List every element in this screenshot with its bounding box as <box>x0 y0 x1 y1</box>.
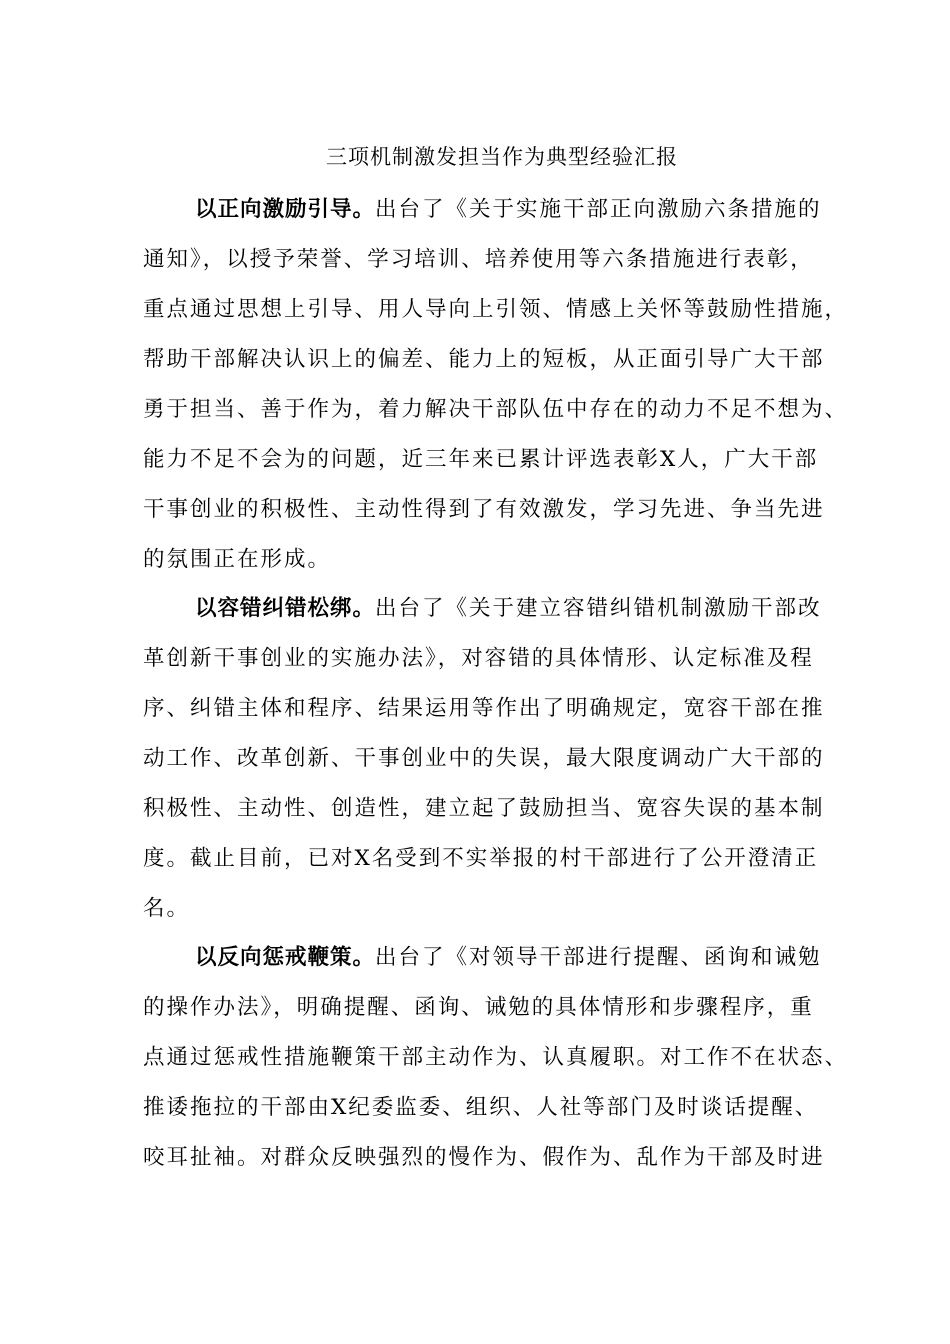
paragraph-lead: 以反向惩戒鞭策。 <box>195 945 376 970</box>
document-title: 三项机制激发担当作为典型经验汇报 <box>326 145 678 169</box>
paragraph-line <box>143 584 833 634</box>
paragraph-line <box>143 185 833 235</box>
paragraph-line: 勇于担当、善于作为，着力解决干部队伍中存在的动力不足不想为、 <box>143 397 849 422</box>
paragraph-line: 序、纠错主体和程序、结果运用等作出了明确规定，宽容干部在推 <box>143 696 825 721</box>
paragraph-line: 通知》，以授予荣誉、学习培训、培养使用等六条措施进行表彰， <box>143 247 814 272</box>
paragraph-line: 重点通过思想上引导、用人导向上引领、情感上关怀等鼓励性措施， <box>143 297 849 322</box>
paragraph-text: 出台了《关于建立容错纠错机制激励干部改 <box>375 596 822 621</box>
paragraph-line: 积极性、主动性、创造性，建立起了鼓励担当、宽容失误的基本制 <box>143 796 825 821</box>
paragraph-line: 咬耳扯袖。对群众反映强烈的慢作为、假作为、乱作为干部及时进 <box>143 1145 825 1170</box>
paragraph-line <box>143 933 833 983</box>
paragraph-negative-discipline <box>143 933 849 1183</box>
paragraph-line: 的操作办法》，明确提醒、函询、诫勉的具体情形和步骤程序，重 <box>143 995 814 1020</box>
paragraph-line: 动工作、改革创新、干事创业中的失误，最大限度调动广大干部的 <box>143 746 825 771</box>
paragraph-fault-tolerance <box>143 584 833 934</box>
paragraph-line: 帮助干部解决认识上的偏差、能力上的短板，从正面引导广大干部 <box>143 347 825 372</box>
paragraph-line: 点通过惩戒性措施鞭策干部主动作为、认真履职。对工作不在状态、 <box>143 1045 849 1070</box>
paragraph-line: 革创新干事创业的实施办法》，对容错的具体情形、认定标准及程 <box>143 646 814 671</box>
paragraph-line: 干事创业的积极性、主动性得到了有效激发，学习先进、争当先进 <box>143 497 825 522</box>
paragraph-lead: 以容错纠错松绑。 <box>195 596 376 621</box>
paragraph-line: 度。截止目前，已对X名受到不实举报的村干部进行了公开澄清正 <box>143 846 819 871</box>
paragraph-lead: 以正向激励引导。 <box>195 197 376 222</box>
paragraph-text: 出台了《关于实施干部正向激励六条措施的 <box>375 197 822 222</box>
paragraph-line: 推诿拖拉的干部由X纪委监委、组织、人社等部门及时谈话提醒、 <box>143 1095 819 1120</box>
paragraph-line: 能力不足不会为的问题，近三年来已累计评选表彰X人，广大干部 <box>143 447 819 472</box>
paragraph-line: 名。 <box>143 896 191 921</box>
paragraph-line: 的氛围正在形成。 <box>143 547 332 572</box>
paragraph-text: 出台了《对领导干部进行提醒、函询和诫勉 <box>375 945 822 970</box>
paragraph-positive-incentive <box>143 185 849 585</box>
